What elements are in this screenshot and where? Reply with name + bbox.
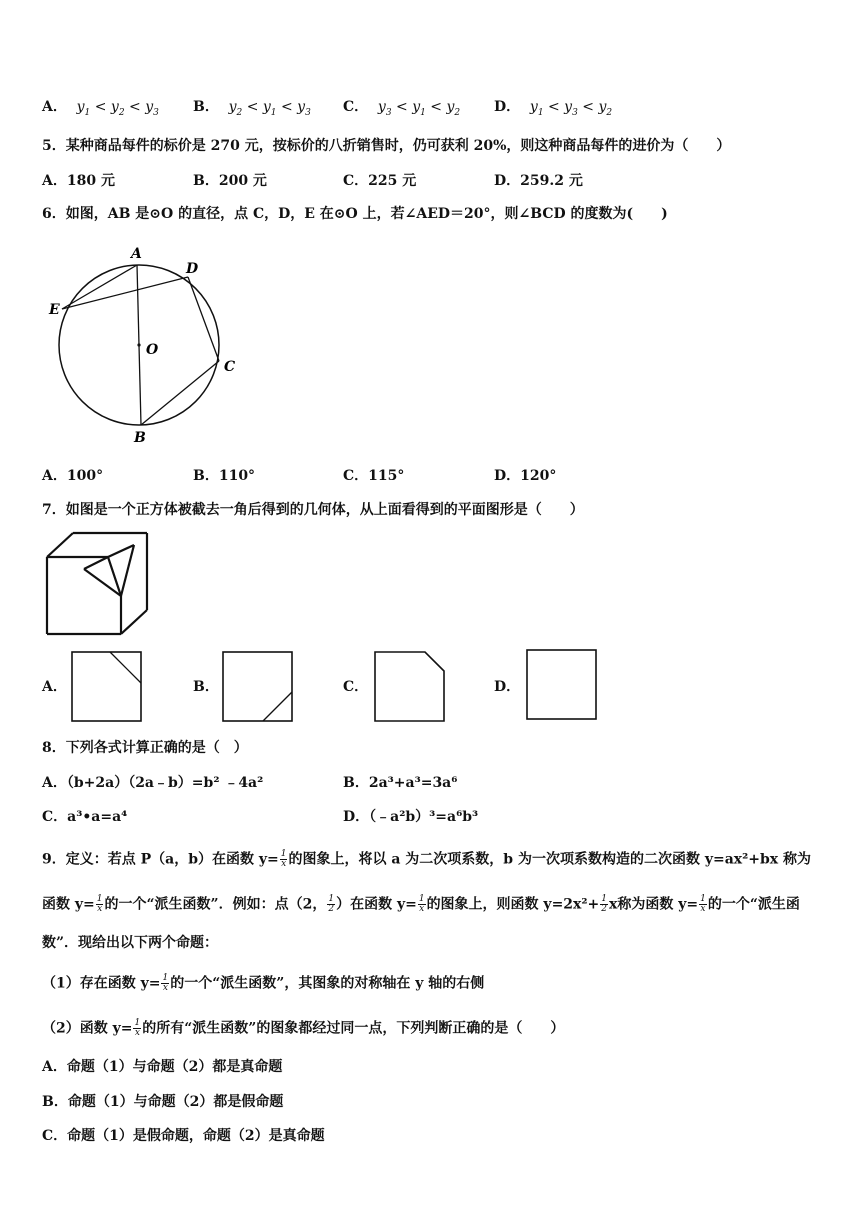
q4-option-b: B． $y_2 < y_1 < y_3$ [193,99,311,118]
q6-stem: 6．如图，AB 是⊙O 的直径，点 C，D，E 在⊙O 上，若∠AED＝20°，则∠BCD 的度数为( ) [42,206,668,222]
q7-option-c-figure [373,650,447,724]
q5-option-a: A．180 元 [42,173,115,189]
q5-option-c: C．225 元 [343,173,417,189]
q8-option-a: A．（b+2a）（2a﹣b）=b² ﹣4a² [42,775,264,791]
chord-cb [141,361,219,425]
q9-option-a: A．命题（1）与命题（2）都是真命题 [42,1059,283,1075]
q4-option-c: C． $y_3 < y_1 < y_2$ [343,99,461,118]
q8-option-c: C．a³•a=a⁴ [42,809,128,825]
q7-option-c-label: C． [343,679,369,695]
q9-option-c: C．命题（1）是假命题，命题（2）是真命题 [42,1128,325,1144]
q9-line-2: 函数 y= $\frac{1}{x}$ 的一个“派生函数”．例如：点（2， $\frac{1}{2}$ ）在函数 y= $\frac{1}{x}$ 的图象上，则函数 y=2x²+ $\frac{1}{2}$ x称为函数 y= $\frac{1}{x}$ 的一个“派生函 [42,894,800,914]
label-e: E [49,302,60,318]
q6-option-b: B．110° [193,468,256,484]
q7-option-b-figure [221,650,295,724]
q4-option-a: A． $y_1 < y_2 < y_3$ [42,99,159,118]
q7-option-a-label: A． [42,679,67,695]
q7-cube-figure [44,530,154,640]
q6-circle-figure [40,238,250,448]
chord-ea [62,265,137,309]
q6-option-d: D．120° [494,468,557,484]
q7-stem: 7．如图是一个正方体被截去一角后得到的几何体，从上面看得到的平面图形是（ ） [42,502,584,518]
q7-option-d-label: D． [494,679,521,695]
chord-ed [62,277,188,309]
q8-option-b: B．2a³+a³=3a⁶ [343,775,458,791]
label-d: D [186,261,199,277]
q8-option-d: D．（﹣a²b）³=a⁶b³ [343,809,479,825]
q9-option-b: B．命题（1）与命题（2）都是假命题 [42,1094,284,1110]
q7-option-d-figure [525,648,599,722]
q4-option-d: D． $y_1 < y_3 < y_2$ [494,99,613,118]
q9-line-3: 数”．现给出以下两个命题： [42,935,219,951]
label-c: C [224,359,236,375]
q8-stem: 8．下列各式计算正确的是（ ） [42,740,248,756]
q6-option-c: C．115° [343,468,405,484]
q6-option-a: A．100° [42,468,104,484]
q5-option-b: B．200 元 [193,173,267,189]
q9-proposition-2: （2）函数 y= $\frac{1}{x}$ 的所有“派生函数”的图象都经过同一点，下列判断正确的是（ ） [42,1018,565,1038]
q7-option-a-figure [70,650,144,724]
label-a: A [131,246,142,262]
q7-option-b-label: B． [193,679,219,695]
center-dot [137,343,140,346]
q5-option-d: D．259.2 元 [494,173,583,189]
label-o: O [146,342,159,358]
q9-line-1: 9．定义：若点 P（a，b）在函数 y= $\frac{1}{x}$ 的图象上，将以 a 为二次项系数，b 为一次项系数构造的二次函数 y=ax²+bx 称为 [42,849,811,869]
q9-proposition-1: （1）存在函数 y= $\frac{1}{x}$ 的一个“派生函数”，其图象的对称轴在 y 轴的右侧 [42,973,485,993]
q5-stem: 5．某种商品每件的标价是 270 元，按标价的八折销售时，仍可获利 20%，则这种商品每件的进价为（ ） [42,138,731,154]
label-b: B [134,430,146,446]
